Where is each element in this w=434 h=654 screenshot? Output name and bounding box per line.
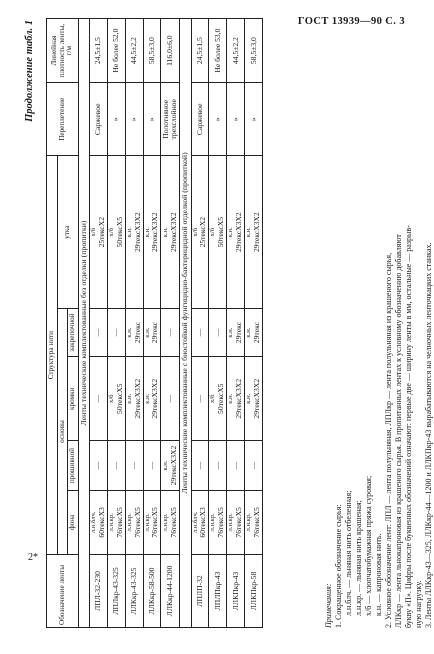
cell-fon: л.н.блч. 60тексХ3 (191, 490, 209, 554)
cell-krom: к.н. 29тексХ3Х2 (143, 357, 161, 441)
cell-density: 24,5±1,5 (89, 19, 107, 83)
cell-utok: к.н. 29тексХ3Х2 (161, 156, 180, 309)
table-row (245, 19, 263, 628)
table-row (191, 19, 209, 628)
cell-zak: — (89, 309, 107, 357)
table-row (89, 19, 107, 628)
col-header-name: Обозначение ленты (47, 554, 79, 627)
cell-zak: — (191, 309, 209, 357)
rotated-content (24, 18, 433, 628)
cell-name: ЛПЛ-32-230 (89, 554, 107, 627)
cell-krom: к.н. 29тексХ3Х2 (227, 357, 245, 441)
cell-krom: х/б 50тексХ5 (209, 357, 227, 441)
col-header-prop: прошивной (68, 441, 79, 490)
cell-utok: х/б 50тексХ5 (107, 156, 125, 309)
page-mark: 2* (28, 552, 38, 563)
col-header-weave: Переплетение (47, 83, 79, 156)
cell-name: ЛПЛП-32 (191, 554, 209, 627)
col-header-structure: Структура нити (47, 156, 58, 555)
notes-lead: Примечания: (324, 583, 333, 628)
note-line: ЛЛКкр — лента льнокапроновая из крашеного сырья. В пропитанных лентах к условному обозначению добавляют (394, 234, 403, 628)
cell-density: 44,5±2,2 (227, 19, 245, 83)
cell-name: ЛЛКкр-44-1200 (161, 554, 180, 627)
cell-density: 24,5±1,5 (191, 19, 209, 83)
table-row (107, 19, 125, 628)
cell-weave: Полотняное трехслойное (161, 83, 180, 156)
cell-name: ЛПЛПкр-43 (209, 554, 227, 627)
note-line: 1. Сокращенное обозначение сырья: (334, 504, 343, 628)
cell-prop: — (227, 441, 245, 490)
table-continuation-label: Продолжение табл. 1 (24, 20, 35, 122)
cell-utok: к.н. 29тексХ3Х2 (143, 156, 161, 309)
cell-name: ЛЛКПкр-58 (245, 554, 263, 627)
section-title: Ленты технические комплектованные без отделки (пропитки) (78, 19, 89, 628)
note-line: к.н. — капроновая нить. (374, 533, 383, 616)
cell-utok: к.н. 29тексХ3Х2 (245, 156, 263, 309)
table-row (143, 19, 161, 628)
cell-fon: л.н.кр. 76тексХ5 (161, 490, 180, 554)
cell-density: 44,5±2,2 (125, 19, 143, 83)
col-header-density: Линейная плотность ленты, г/м (47, 19, 79, 83)
cell-prop: — (107, 441, 125, 490)
section-title: Ленты технические комплектованные с биостойкой фунгицидно-бактерицидной отделкой (пропиткой) (180, 19, 191, 628)
cell-utok: к.н. 29тексХ3Х2 (125, 156, 143, 309)
cell-krom: — (191, 357, 209, 441)
note-line: л.н.блч. — льняная нить отбеленная; (344, 490, 353, 616)
cell-prop: — (209, 441, 227, 490)
cell-prop: к.н. 29тексХ3Х2 (161, 441, 180, 490)
cell-weave: » (143, 83, 161, 156)
cell-fon: л.н.кр. 76тексХ5 (107, 490, 125, 554)
cell-prop: — (245, 441, 263, 490)
spec-table (46, 18, 263, 628)
cell-krom: к.н. 29тексХ3Х2 (245, 357, 263, 441)
cell-zak: к.н. 29текс (227, 309, 245, 357)
cell-fon: л.н.кр. 76тексХ5 (143, 490, 161, 554)
cell-weave: Саржевое (191, 83, 209, 156)
page-header: ГОСТ 13939—90 С. 3 (297, 16, 405, 27)
col-header-krom: кромки (68, 357, 79, 441)
cell-krom: х/б 50тексХ5 (107, 357, 125, 441)
notes-block (324, 18, 434, 628)
col-header-fon: фона (68, 490, 79, 554)
cell-zak: к.н. 29текс (143, 309, 161, 357)
cell-zak: — (107, 309, 125, 357)
cell-fon: л.н.кр. 76тексХ5 (209, 490, 227, 554)
cell-weave: Саржевое (89, 83, 107, 156)
cell-fon: л.н.кр. 76тексХ5 (125, 490, 143, 554)
cell-density: 58,5±3,0 (143, 19, 161, 83)
cell-utok: х/б 25тексХ2 (191, 156, 209, 309)
cell-zak: к.н. 29текс (125, 309, 143, 357)
cell-krom: — (89, 357, 107, 441)
col-header-utok: утка (57, 156, 78, 309)
cell-name: ЛЛКкр-43-325 (125, 554, 143, 627)
cell-name: ЛПЛкр-43-325 (107, 554, 125, 627)
cell-prop: — (125, 441, 143, 490)
cell-weave: » (209, 83, 227, 156)
cell-fon: л.н.блч. 60тексХ3 (89, 490, 107, 554)
table-row (125, 19, 143, 628)
cell-utok: х/б 25тексХ2 (89, 156, 107, 309)
col-header-zak: закрепочной (68, 309, 79, 357)
cell-utok: х/б 50тексХ5 (209, 156, 227, 309)
cell-weave: » (125, 83, 143, 156)
cell-weave: » (227, 83, 245, 156)
cell-zak: к.н. 29текс (245, 309, 263, 357)
cell-prop: — (143, 441, 161, 490)
table-body (78, 19, 262, 628)
cell-weave: » (245, 83, 263, 156)
col-header-osnova: основы (57, 309, 68, 555)
cell-name: ЛЛКкр-58-500 (143, 554, 161, 627)
note-line: х/б — хлопчатобумажная пряжа суровая; (364, 475, 373, 616)
note-line: ную нагрузку. (414, 580, 423, 628)
note-line: букву «П». Цифры после буквенных обозначений означают: первые две — ширину ленты в мм, остальные — разрыв- (404, 225, 413, 628)
cell-density: 116,0±6,0 (161, 19, 180, 83)
cell-fon: л.н.кр. 76тексХ5 (245, 490, 263, 554)
cell-density: Не более 53,0 (209, 19, 227, 83)
cell-prop: — (89, 441, 107, 490)
cell-krom: — (161, 357, 180, 441)
table-row (227, 19, 245, 628)
cell-name: ЛЛКПкр-43 (227, 554, 245, 627)
cell-utok: к.н. 29тексХ3Х2 (227, 156, 245, 309)
cell-density: 58,5±3,0 (245, 19, 263, 83)
note-line: 3. Ленты ЛЛКкр-43—325, ЛЛКкр-44—1200 и ЛЛКПкр-43 вырабатываются на челночных ленточкацких станках. (424, 242, 433, 628)
table-row (161, 19, 180, 628)
note-line: 2. Условное обозначение лент: ЛПЛ — лента полульняная, ЛПЛкр — лента полульняная из крашеного сырья, (384, 252, 393, 628)
cell-prop: — (191, 441, 209, 490)
note-line: л.н.кр. — льняная нить крашеная; (354, 500, 363, 616)
cell-weave: » (107, 83, 125, 156)
cell-krom: к.н. 29тексХ3Х2 (125, 357, 143, 441)
cell-fon: л.н.кр. 76тексХ5 (227, 490, 245, 554)
cell-density: Не более 52,0 (107, 19, 125, 83)
table-row (209, 19, 227, 628)
cell-zak: — (209, 309, 227, 357)
cell-zak: — (161, 309, 180, 357)
